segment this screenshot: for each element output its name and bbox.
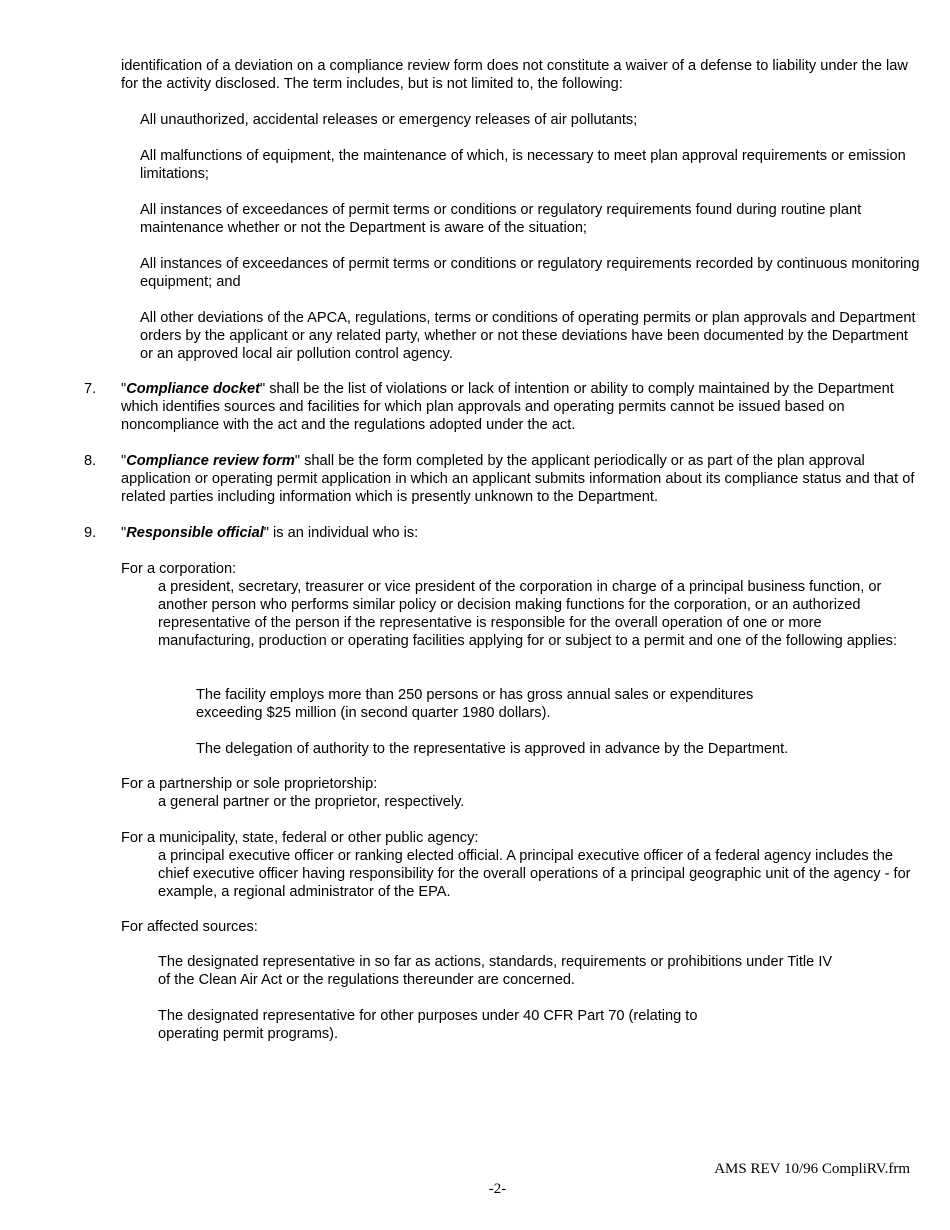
definition-text: " shall be the list of violations or lack of intention or ability to comply maintained by the Department which identifies sources and facilities for which plan approvals and operating permits cannot be issued based on noncompliance with the act and the regulations adopted under the act. <box>121 381 894 433</box>
definition-number: 7. <box>84 381 97 397</box>
definition-term: Compliance docket <box>126 381 260 397</box>
deviation-item: All other deviations of the APCA, regulations, terms or conditions of operating permits or plan approvals and Department orders by the applicant or any related party, whether or not these deviations have been documented by the Department or an approved local air pollution control agency. <box>140 310 916 362</box>
deviation-item: All instances of exceedances of permit terms or conditions or regulatory requirements found during routine plant maintenance whether or not the Department is aware of the situation; <box>140 202 862 236</box>
deviation-item: All malfunctions of equipment, the maintenance of which, is necessary to meet plan approval requirements or emission limitations; <box>140 148 906 182</box>
corporation-heading: For a corporation: <box>121 561 237 577</box>
corporation-text: a president, secretary, treasurer or vice president of the corporation in charge of a principal business function, or another person who performs similar policy or decision making functions for the corporation, or an authorized representative of the person if the representative is responsible for the overall operation of one or more manufacturing, production or operating facilities applying for or subject to a permit and one of the following applies: <box>158 579 898 649</box>
definition-text: " is an individual who is: <box>263 525 419 541</box>
definition-number: 8. <box>84 453 97 469</box>
deviation-item: All unauthorized, accidental releases or emergency releases of air pollutants; <box>140 112 638 128</box>
affected-sources-heading: For affected sources: <box>121 919 258 935</box>
intro-paragraph: identification of a deviation on a compliance review form does not constitute a waiver of a defense to liability under the law for the activity disclosed. The term includes, but is not limited to, the following: <box>121 58 908 92</box>
corporation-condition: The facility employs more than 250 persons or has gross annual sales or expenditures exceeding $25 million (in second quarter 1980 dollars). <box>196 687 754 721</box>
definition-term: Compliance review form <box>126 453 295 469</box>
affected-sources-item: The designated representative in so far as actions, standards, requirements or prohibitions under Title IV of the Clean Air Act or the regulations thereunder are concerned. <box>158 954 833 988</box>
definition-compliance-review-form: "Compliance review form" shall be the form completed by the applicant periodically or as part of the plan approval application or operating permit application in which an applicant submits information about its compliance status and that of related parties including information which is presently unknown to the Department. <box>121 453 915 505</box>
definition-term: Responsible official <box>126 525 264 541</box>
definition-number: 9. <box>84 525 97 541</box>
deviation-item: All instances of exceedances of permit terms or conditions or regulatory requirements recorded by continuous monitoring equipment; and <box>140 256 920 290</box>
public-agency-heading: For a municipality, state, federal or other public agency: <box>121 830 479 846</box>
definition-compliance-docket: "Compliance docket" shall be the list of violations or lack of intention or ability to comply maintained by the Department which identifies sources and facilities for which plan approvals and operating permits cannot be issued based on noncompliance with the act and the regulations adopted under the act. <box>121 381 894 433</box>
affected-sources-item: The designated representative for other purposes under 40 CFR Part 70 (relating to operating permit programs). <box>158 1008 698 1042</box>
form-revision-id: AMS REV 10/96 CompliRV.frm <box>714 1161 910 1177</box>
page-number: -2- <box>488 1181 507 1197</box>
definition-text: " shall be the form completed by the applicant periodically or as part of the plan approval application or operating permit application in which an applicant submits information about its compliance status and that of related parties including information which is presently unknown to the Department. <box>121 453 915 505</box>
definition-responsible-official: "Responsible official" is an individual who is: <box>121 525 419 541</box>
partnership-heading: For a partnership or sole proprietorship: <box>121 776 378 792</box>
public-agency-text: a principal executive officer or ranking elected official. A principal executive officer of a federal agency includes the chief executive officer having responsibility for the overall operations of a principal geographic unit of the agency - for example, a regional administrator of the EPA. <box>158 848 911 900</box>
corporation-condition: The delegation of authority to the representative is approved in advance by the Department. <box>196 741 789 757</box>
partnership-text: a general partner or the proprietor, respectively. <box>158 794 465 810</box>
